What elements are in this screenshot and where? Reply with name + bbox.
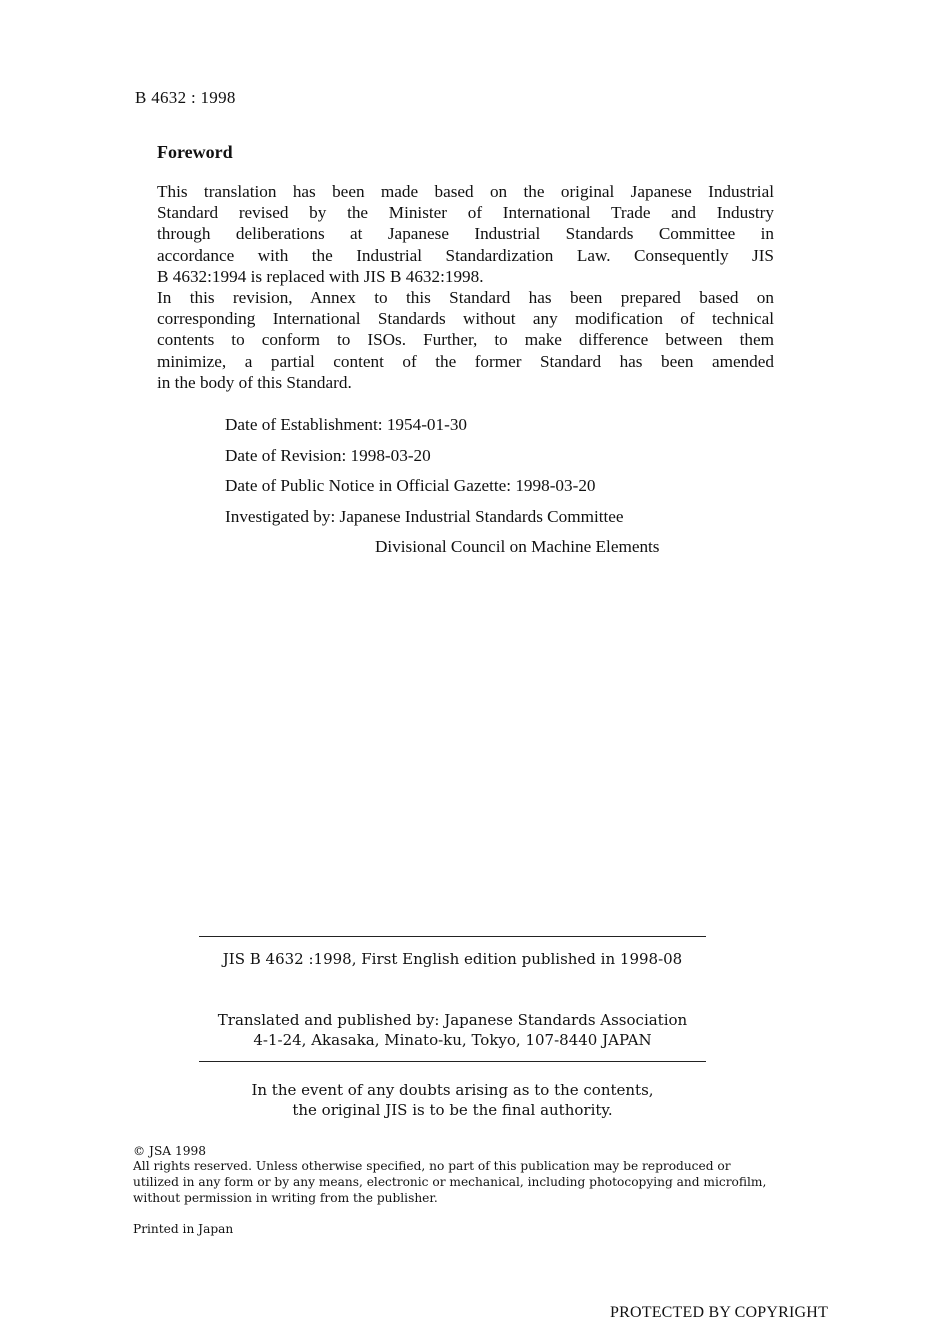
divider-top (199, 936, 706, 937)
authority-line: In the event of any doubts arising as to the contents, (251, 1081, 654, 1099)
foreword-line: contents to conform to ISOs. Further, to make difference between them (157, 330, 774, 350)
document-number: B 4632 : 1998 (135, 88, 236, 107)
date-of-public-notice: Date of Public Notice in Official Gazette: 1998-03-20 (225, 476, 596, 495)
foreword-line: corresponding International Standards without any modification of technical (157, 309, 774, 329)
rights-text: without permission in writing from the publisher. (133, 1191, 438, 1205)
foreword-line: In this revision, Annex to this Standard has been prepared based on (157, 288, 774, 308)
foreword-line: minimize, a partial content of the former Standard has been amended (157, 351, 774, 371)
edition-line: JIS B 4632 :1998, First English edition published in 1998-08 (222, 950, 683, 968)
authority-line: the original JIS is to be the final authority. (292, 1101, 613, 1119)
foreword-line: in the body of this Standard. (157, 372, 352, 392)
foreword-line: This translation has been made based on the original Japanese Industrial (157, 182, 774, 201)
foreword-line: B 4632:1994 is replaced with JIS B 4632:1998. (157, 266, 484, 286)
foreword-line: through deliberations at Japanese Industrial Standards Committee in (157, 224, 774, 244)
dates-block (225, 414, 660, 567)
divider-bottom (199, 1061, 706, 1062)
date-of-revision: Date of Revision: 1998-03-20 (225, 445, 431, 465)
protected-watermark: PROTECTED BY COPYRIGHT (610, 1304, 829, 1321)
publisher-line: Translated and published by: Japanese Standards Association (217, 1011, 688, 1029)
foreword-heading: Foreword (157, 142, 233, 162)
date-of-establishment: Date of Establishment: 1954-01-30 (225, 415, 468, 434)
rights-text: utilized in any form or by any means, electronic or mechanical, including photocopying and microfilm, (133, 1175, 767, 1189)
publisher-address: 4-1-24, Akasaka, Minato-ku, Tokyo, 107-8440 JAPAN (253, 1031, 652, 1049)
printed-in: Printed in Japan (133, 1222, 234, 1236)
foreword-line: Standard revised by the Minister of International Trade and Industry (157, 203, 774, 223)
rights-text: All rights reserved. Unless otherwise specified, no part of this publication may be reproduced or (133, 1159, 731, 1173)
foreword-line: accordance with the Industrial Standardization Law. Consequently JIS (157, 245, 774, 265)
investigated-by: Investigated by: Japanese Industrial Standards Committee (225, 506, 624, 526)
divisional-council: Divisional Council on Machine Elements (375, 537, 660, 556)
copyright-notice: © JSA 1998 (133, 1144, 206, 1158)
foreword-body (157, 181, 774, 393)
